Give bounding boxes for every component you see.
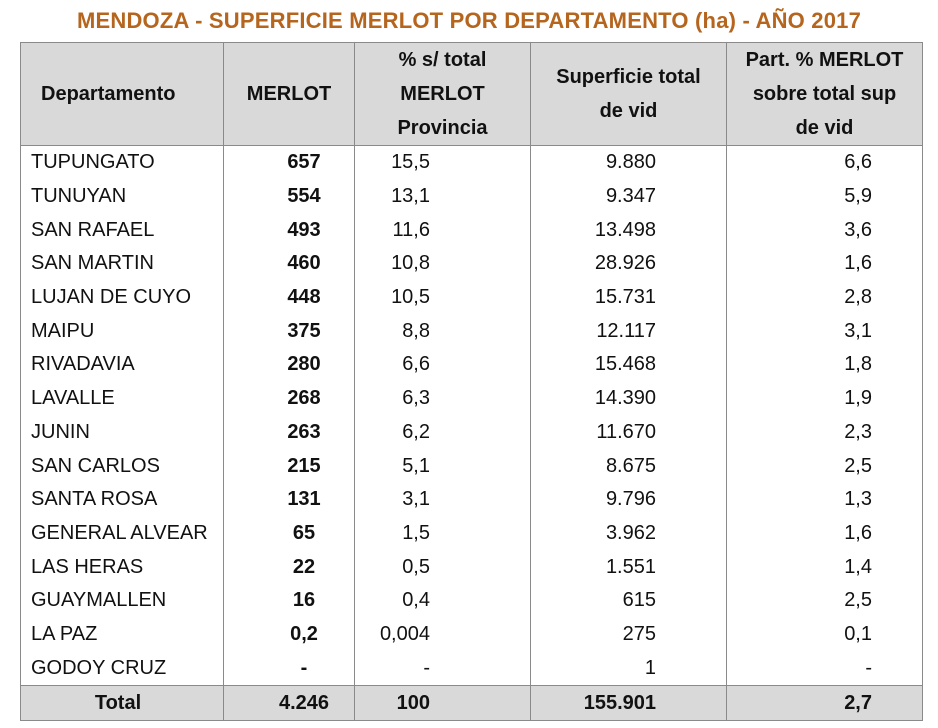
row-participacion: 3,1 [727, 314, 923, 348]
total-merlot: 4.246 [224, 686, 355, 721]
table-row [21, 146, 923, 180]
row-merlot: 375 [224, 314, 355, 348]
table-row [21, 314, 923, 348]
row-pct: 6,6 [355, 348, 531, 382]
header-merlot [224, 43, 355, 146]
row-participacion: 0,1 [727, 618, 923, 652]
row-pct: 1,5 [355, 517, 531, 551]
table-row [21, 213, 923, 247]
row-pct: 0,5 [355, 550, 531, 584]
header-part-line-2: sobre total sup [752, 83, 897, 105]
row-merlot: 657 [224, 146, 355, 180]
row-merlot: 460 [224, 247, 355, 281]
row-departamento: LUJAN DE CUYO [21, 281, 224, 315]
row-superficie: 1.551 [531, 550, 727, 584]
row-pct: 0,4 [355, 584, 531, 618]
header-sup-line-1: Superficie total [556, 66, 701, 88]
row-participacion: - [727, 651, 923, 685]
header-departamento-line: Departamento [41, 83, 176, 105]
row-superficie: 9.880 [531, 146, 727, 180]
row-pct: 3,1 [355, 483, 531, 517]
row-merlot: 0,2 [224, 618, 355, 652]
row-departamento: LA PAZ [21, 618, 224, 652]
row-departamento: SAN MARTIN [21, 247, 224, 281]
header-pct-provincia [355, 43, 531, 146]
header-row [21, 43, 923, 146]
row-participacion: 2,8 [727, 281, 923, 315]
row-participacion: 2,5 [727, 584, 923, 618]
row-participacion: 3,6 [727, 213, 923, 247]
row-pct: 15,5 [355, 146, 531, 180]
row-participacion: 2,5 [727, 449, 923, 483]
header-part-line-1: Part. % MERLOT [745, 49, 904, 71]
row-departamento: TUPUNGATO [21, 146, 224, 180]
row-superficie: 275 [531, 618, 727, 652]
row-merlot: 280 [224, 348, 355, 382]
table-body [21, 146, 923, 686]
header-sup-line-2: de vid [599, 100, 658, 122]
row-participacion: 1,3 [727, 483, 923, 517]
row-participacion: 6,6 [727, 146, 923, 180]
row-pct: 8,8 [355, 314, 531, 348]
row-pct: 6,2 [355, 416, 531, 450]
table-row [21, 618, 923, 652]
header-pct-line-2: MERLOT [400, 83, 485, 105]
header-pct-line-3: Provincia [397, 117, 488, 139]
header-participacion [727, 43, 923, 146]
row-participacion: 5,9 [727, 180, 923, 214]
row-participacion: 1,9 [727, 382, 923, 416]
row-merlot: 493 [224, 213, 355, 247]
row-departamento: SAN CARLOS [21, 449, 224, 483]
row-departamento: MAIPU [21, 314, 224, 348]
row-departamento: LAS HERAS [21, 550, 224, 584]
table-row [21, 584, 923, 618]
row-merlot: 448 [224, 281, 355, 315]
row-superficie: 15.731 [531, 281, 727, 315]
table-row [21, 180, 923, 214]
row-merlot: 215 [224, 449, 355, 483]
row-superficie: 28.926 [531, 247, 727, 281]
row-superficie: 12.117 [531, 314, 727, 348]
total-row [21, 686, 923, 721]
row-departamento: RIVADAVIA [21, 348, 224, 382]
row-departamento: LAVALLE [21, 382, 224, 416]
table-row [21, 449, 923, 483]
header-superficie-total [531, 43, 727, 146]
row-superficie: 1 [531, 651, 727, 685]
row-merlot: 16 [224, 584, 355, 618]
row-departamento: TUNUYAN [21, 180, 224, 214]
row-participacion: 2,3 [727, 416, 923, 450]
row-merlot: 263 [224, 416, 355, 450]
header-pct-line-1: % s/ total [398, 49, 487, 71]
table-row [21, 382, 923, 416]
total-superficie: 155.901 [531, 686, 727, 721]
header-merlot-line: MERLOT [246, 83, 332, 105]
row-superficie: 9.347 [531, 180, 727, 214]
row-superficie: 14.390 [531, 382, 727, 416]
row-merlot: 65 [224, 517, 355, 551]
row-departamento: SAN RAFAEL [21, 213, 224, 247]
merlot-table [20, 42, 923, 721]
total-participacion: 2,7 [727, 686, 923, 721]
row-merlot: 131 [224, 483, 355, 517]
row-pct: 10,8 [355, 247, 531, 281]
row-departamento: JUNIN [21, 416, 224, 450]
table-row [21, 416, 923, 450]
row-departamento: GUAYMALLEN [21, 584, 224, 618]
row-pct: 5,1 [355, 449, 531, 483]
row-superficie: 3.962 [531, 517, 727, 551]
table-row [21, 483, 923, 517]
row-pct: 10,5 [355, 281, 531, 315]
table-row [21, 348, 923, 382]
table-title: MENDOZA - SUPERFICIE MERLOT POR DEPARTAMENTO (ha) - AÑO 2017 [76, 8, 862, 33]
row-departamento: SANTA ROSA [21, 483, 224, 517]
row-departamento: GENERAL ALVEAR [21, 517, 224, 551]
row-superficie: 11.670 [531, 416, 727, 450]
row-pct: - [355, 651, 531, 685]
table-row [21, 651, 923, 685]
table-row [21, 517, 923, 551]
row-pct: 11,6 [355, 213, 531, 247]
row-participacion: 1,6 [727, 517, 923, 551]
row-participacion: 1,8 [727, 348, 923, 382]
row-merlot: 22 [224, 550, 355, 584]
header-departamento [21, 43, 224, 146]
row-superficie: 9.796 [531, 483, 727, 517]
table-row [21, 550, 923, 584]
row-departamento: GODOY CRUZ [21, 651, 224, 685]
row-merlot: - [224, 651, 355, 685]
row-superficie: 13.498 [531, 213, 727, 247]
total-label: Total [21, 686, 224, 721]
row-superficie: 15.468 [531, 348, 727, 382]
row-merlot: 268 [224, 382, 355, 416]
row-pct: 6,3 [355, 382, 531, 416]
row-superficie: 8.675 [531, 449, 727, 483]
row-pct: 13,1 [355, 180, 531, 214]
total-pct: 100 [355, 686, 531, 721]
row-merlot: 554 [224, 180, 355, 214]
row-pct: 0,004 [355, 618, 531, 652]
header-part-line-3: de vid [795, 117, 854, 139]
table-row [21, 281, 923, 315]
row-participacion: 1,6 [727, 247, 923, 281]
row-participacion: 1,4 [727, 550, 923, 584]
row-superficie: 615 [531, 584, 727, 618]
table-row [21, 247, 923, 281]
